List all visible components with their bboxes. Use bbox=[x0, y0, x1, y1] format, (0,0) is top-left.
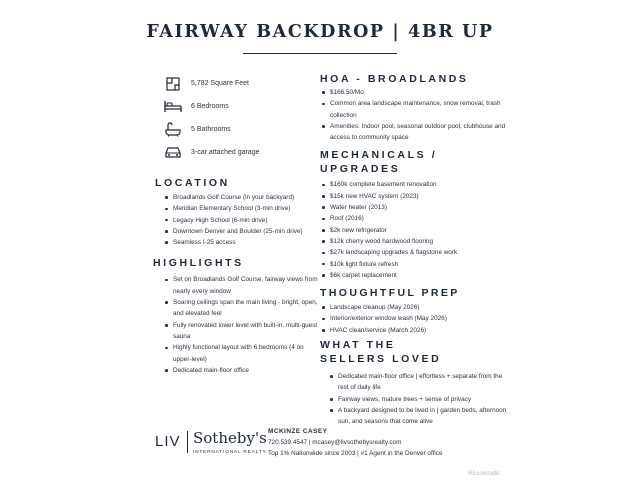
bed-icon bbox=[163, 99, 183, 115]
sothebys-subtitle: INTERNATIONAL REALTY bbox=[193, 450, 267, 455]
heading-line: MECHANICALS / bbox=[320, 149, 438, 162]
sothebys-logo: Sotheby's bbox=[193, 429, 267, 447]
loved-heading bbox=[320, 338, 510, 366]
mechanicals-heading bbox=[320, 148, 510, 176]
list-item: A backyard designed to be lived in | garden beds, afternoon sun, and seasons that come alive bbox=[328, 405, 510, 428]
mechanicals-list bbox=[320, 179, 510, 281]
location-heading: LOCATION bbox=[155, 177, 230, 189]
listing-sheet bbox=[125, 0, 515, 480]
list-item: Legacy High School (6-min drive) bbox=[163, 215, 323, 226]
list-item: Interior/exterior window wash (May 2026) bbox=[320, 313, 510, 324]
list-item: Fairway views, mature trees + sense of privacy bbox=[328, 394, 510, 405]
feature-label: 3-car attached garage bbox=[191, 149, 260, 156]
feature-label: 5 Bathrooms bbox=[191, 126, 231, 133]
floor-plan-icon bbox=[163, 76, 183, 92]
list-item: Downtown Denver and Boulder (25-min drive) bbox=[163, 226, 323, 237]
feature-label: 6 Bedrooms bbox=[191, 103, 229, 110]
bath-icon bbox=[163, 122, 183, 138]
feature-garage bbox=[163, 141, 323, 164]
feature-label: 5,782 Square Feet bbox=[191, 80, 249, 87]
title-underline bbox=[243, 53, 397, 54]
feature-bathrooms bbox=[163, 118, 323, 141]
highlights-list bbox=[163, 274, 323, 376]
list-item: $27k landscaping upgrades & flagstone work bbox=[320, 247, 510, 258]
hoa-heading: HOA - BROADLANDS bbox=[320, 73, 469, 85]
list-item: HVAC clean/service (March 2026) bbox=[320, 325, 510, 336]
heading-line: WHAT THE bbox=[320, 339, 396, 352]
list-item: Landscape cleanup (May 2026) bbox=[320, 302, 510, 313]
heading-line: UPGRADES bbox=[320, 163, 401, 176]
list-item: Water heater (2013) bbox=[320, 202, 510, 213]
list-item: Soaring ceilings span the main living - bright, open, and elevated feel bbox=[163, 297, 323, 320]
list-item: $160k complete basement renovation bbox=[320, 179, 510, 190]
highlights-heading: HIGHLIGHTS bbox=[153, 257, 244, 270]
logo-divider bbox=[187, 431, 188, 453]
list-item: Highly functional layout with 6 bedrooms (4 on upper-level) bbox=[163, 342, 323, 365]
list-item: Roof (2016) bbox=[320, 213, 510, 224]
liv-logo: LIV bbox=[155, 433, 181, 450]
list-item: $2k new refrigerator bbox=[320, 225, 510, 236]
list-item: Seamless I-25 access bbox=[163, 237, 323, 248]
list-item: Amenities: Indoor pool, seasonal outdoor pool, clubhouse and access to community space bbox=[320, 121, 510, 144]
page-title: FAIRWAY BACKDROP | 4BR UP bbox=[146, 22, 494, 42]
location-list bbox=[163, 192, 323, 248]
list-item: $12k cherry wood hardwood flooring bbox=[320, 236, 510, 247]
list-item: Broadlands Golf Course (in your backyard) bbox=[163, 192, 323, 203]
agent-footer bbox=[153, 423, 513, 463]
loved-list bbox=[328, 371, 510, 427]
agent-info bbox=[268, 427, 443, 459]
heading-line: SELLERS LOVED bbox=[320, 353, 442, 366]
list-item: $10k light fixture refresh bbox=[320, 259, 510, 270]
agent-tagline: Top 1% Nationwide since 2003 | #1 Agent in the Denver office bbox=[268, 450, 443, 457]
watermark: REcolorado bbox=[468, 471, 500, 477]
list-item: Dedicated main-floor office bbox=[163, 365, 323, 376]
car-icon bbox=[163, 145, 183, 161]
list-item: Set on Broadlands Golf Course, fairway views from nearly every window bbox=[163, 274, 323, 297]
list-item: Common area landscape maintenance, snow removal, trash collection bbox=[320, 98, 510, 121]
list-item: $166.50/Mo bbox=[320, 87, 510, 98]
feature-square-feet bbox=[163, 72, 323, 95]
prep-heading: THOUGHTFUL PREP bbox=[320, 287, 460, 300]
agent-contact: 720.539.4547 | mcasey@livsothebysrealty.com bbox=[268, 439, 402, 446]
list-item: $6k carpet replacement bbox=[320, 270, 510, 281]
list-item: Dedicated main-floor office | effortless + separate from the rest of daily life bbox=[328, 371, 510, 394]
agent-name: MCKINZE CASEY bbox=[268, 428, 328, 435]
hoa-list bbox=[320, 87, 510, 143]
list-item: $15k new HVAC system (2023) bbox=[320, 191, 510, 202]
list-item: Meridian Elementary School (3-min drive) bbox=[163, 203, 323, 214]
prep-list bbox=[320, 302, 510, 336]
feature-bedrooms bbox=[163, 95, 323, 118]
left-column bbox=[153, 72, 323, 376]
list-item: Fully renovated lower level with built-in, multi-guest sauna bbox=[163, 320, 323, 343]
right-column bbox=[320, 72, 510, 428]
